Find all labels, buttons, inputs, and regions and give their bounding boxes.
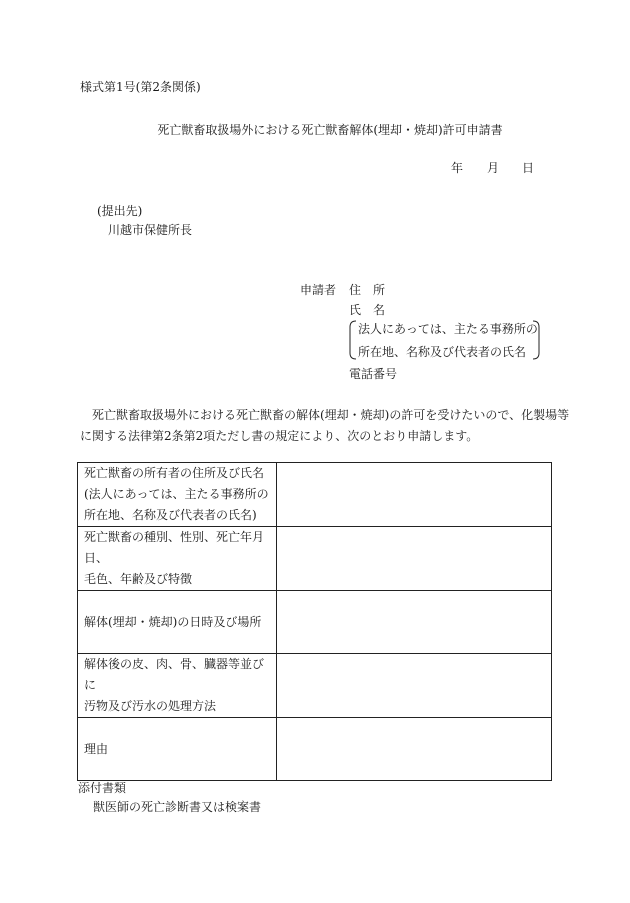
row-label-reason: 理由 — [78, 718, 277, 781]
row-label-datetime-place: 解体(埋却・焼却)の日時及び場所 — [78, 591, 277, 654]
corporate-note-line2: 所在地、名称及び代表者の氏名 — [358, 345, 527, 359]
table-row — [78, 463, 552, 527]
table-row — [78, 718, 552, 781]
attachment-item: 獣医師の死亡診断書又は検案書 — [93, 800, 262, 814]
applicant-label: 申請者 — [300, 283, 337, 297]
row-value-datetime-place[interactable] — [277, 591, 552, 654]
right-bracket-icon — [532, 320, 540, 360]
form-number: 様式第1号(第2条関係) — [80, 80, 201, 94]
row-value-owner[interactable] — [277, 463, 552, 527]
row-label-owner: 死亡獣畜の所有者の住所及び氏名 (法人にあっては、主たる事務所の 所在地、名称及び代表者の氏名) — [78, 463, 277, 527]
row-label-animal-details: 死亡獣畜の種別、性別、死亡年月日、 毛色、年齢及び特徴 — [78, 527, 277, 591]
phone-label: 電話番号 — [349, 367, 398, 381]
address-label: 住 所 — [349, 283, 386, 297]
attachments-label: 添付書類 — [78, 781, 127, 795]
table-row — [78, 591, 552, 654]
submit-recipient: 川越市保健所長 — [108, 223, 193, 237]
submit-to-label: (提出先) — [97, 204, 143, 218]
document-title: 死亡獣畜取扱場外における死亡獣畜解体(埋却・焼却)許可申請書 — [157, 123, 503, 137]
date-year: 年 — [451, 161, 464, 175]
date-month: 月 — [487, 161, 500, 175]
row-value-animal-details[interactable] — [277, 527, 552, 591]
row-value-disposal-method[interactable] — [277, 654, 552, 718]
corporate-note-line1: 法人にあっては、主たる事務所の — [358, 322, 538, 336]
row-value-reason[interactable] — [277, 718, 552, 781]
application-statement: 死亡獣畜取扱場外における死亡獣畜の解体(埋却・焼却)の許可を受けたいので、化製場等に関する法律第2条第2項ただし書の規定により、次のとおり申請します。 — [80, 408, 570, 443]
application-table — [77, 462, 552, 781]
table-row — [78, 527, 552, 591]
date-line — [451, 161, 534, 175]
row-label-disposal-method: 解体後の皮、肉、骨、臓器等並びに 汚物及び汚水の処理方法 — [78, 654, 277, 718]
left-bracket-icon — [349, 320, 357, 360]
table-row — [78, 654, 552, 718]
name-label: 氏 名 — [349, 303, 386, 317]
date-day: 日 — [522, 161, 535, 175]
